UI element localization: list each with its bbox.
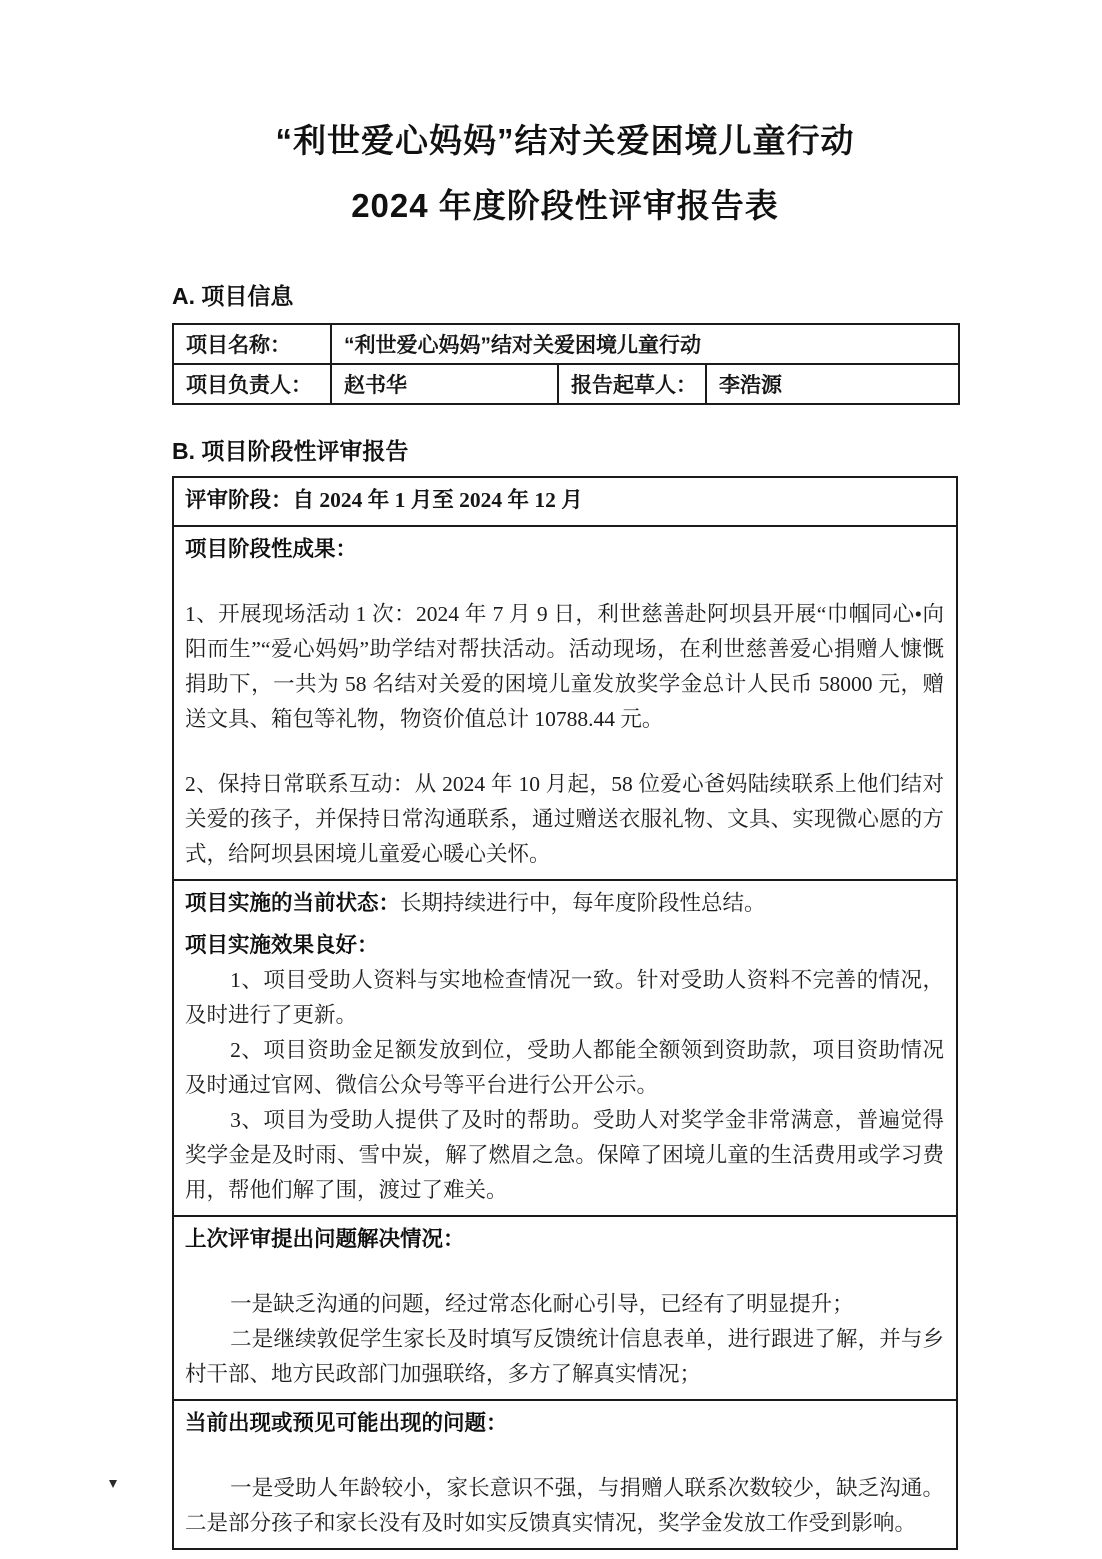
achievements-cell (173, 526, 957, 880)
status-label: 项目实施的当前状态： (185, 891, 401, 915)
project-name-value: “利世爱心妈妈”结对关爱困境儿童行动 (331, 324, 959, 364)
scan-artifact (109, 1480, 117, 1488)
review-report-table (172, 476, 958, 1550)
review-period-value: 自 2024 年 1 月至 2024 年 12 月 (292, 488, 583, 512)
current-issue-paragraph: 一是受助人年龄较小，家长意识不强，与捐赠人联系次数较少，缺乏沟通。二是部分孩子和家长没有及时如实反馈真实情况，奖学金发放工作受到影响。 (185, 1476, 944, 1535)
effect-item-1: 1、项目受助人资料与实地检查情况一致。针对受助人资料不完善的情况，及时进行了更新。 (185, 968, 944, 1027)
achievement-paragraph-1: 1、开展现场活动 1 次：2024 年 7 月 9 日，利世慈善赴阿坝县开展“巾帼同心•向阳而生”“爱心妈妈”助学结对帮扶活动。活动现场，在利世慈善爱心捐赠人慷慨捐助下，一共为 58 名结对关爱的困境儿童发放奖学金总计人民币 58000 元，赠送文具、箱包等礼物，物资价值总计 10788.44 元。 (185, 602, 944, 731)
table-row (173, 880, 957, 1216)
section-a-heading: A. 项目信息 (172, 283, 294, 309)
review-period-cell (173, 477, 957, 526)
effect-item-2: 2、项目资助金足额发放到位，受助人都能全额领到资助款，项目资助情况及时通过官网、微信公众号等平台进行公开公示。 (185, 1038, 944, 1097)
current-issues-label: 当前出现或预见可能出现的问题： (185, 1411, 508, 1435)
project-leader-label: 项目负责人： (173, 364, 331, 404)
project-info-table (172, 323, 960, 405)
document-content (172, 0, 958, 1550)
project-name-label: 项目名称： (173, 324, 331, 364)
status-line (185, 886, 944, 921)
current-issues-cell (173, 1400, 957, 1549)
effect-item-3: 3、项目为受助人提供了及时的帮助。受助人对奖学金非常满意，普遍觉得奖学金是及时雨、雪中炭，解了燃眉之急。保障了困境儿童的生活费用或学习费用，帮他们解了围，渡过了难关。 (185, 1108, 944, 1202)
section-b-heading: B. 项目阶段性评审报告 (172, 438, 409, 464)
report-drafter-label: 报告起草人： (558, 364, 706, 404)
achievements-label: 项目阶段性成果： (185, 537, 358, 561)
previous-issues-label: 上次评审提出问题解决情况： (185, 1227, 465, 1251)
previous-issues-cell (173, 1216, 957, 1400)
document-title-line2: 2024 年度阶段性评审报告表 (351, 187, 779, 224)
table-row (173, 1216, 957, 1400)
status-cell (173, 880, 957, 1216)
achievement-paragraph-2: 2、保持日常联系互动：从 2024 年 10 月起，58 位爱心爸妈陆续联系上他们结对关爱的孩子，并保持日常沟通联系，通过赠送衣服礼物、文具、实现微心愿的方式，给阿坝县困境儿童爱心暖心关怀。 (185, 772, 944, 866)
status-value: 长期持续进行中，每年度阶段性总结。 (400, 891, 766, 915)
previous-issue-1: 一是缺乏沟通的问题，经过常态化耐心引导，已经有了明显提升； (230, 1292, 854, 1316)
table-row (173, 1400, 957, 1549)
table-row (173, 364, 959, 404)
document-title-line1: “利世爱心妈妈”结对关爱困境儿童行动 (275, 122, 855, 159)
table-row (173, 324, 959, 364)
table-row (173, 526, 957, 880)
project-leader-value: 赵书华 (331, 364, 558, 404)
table-row (173, 477, 957, 526)
effect-label: 项目实施效果良好： (185, 933, 379, 957)
previous-issue-2: 二是继续敦促学生家长及时填写反馈统计信息表单，进行跟进了解，并与乡村干部、地方民政部门加强联络，多方了解真实情况； (185, 1327, 944, 1386)
report-drafter-value: 李浩源 (706, 364, 959, 404)
review-period-label: 评审阶段： (185, 488, 293, 512)
